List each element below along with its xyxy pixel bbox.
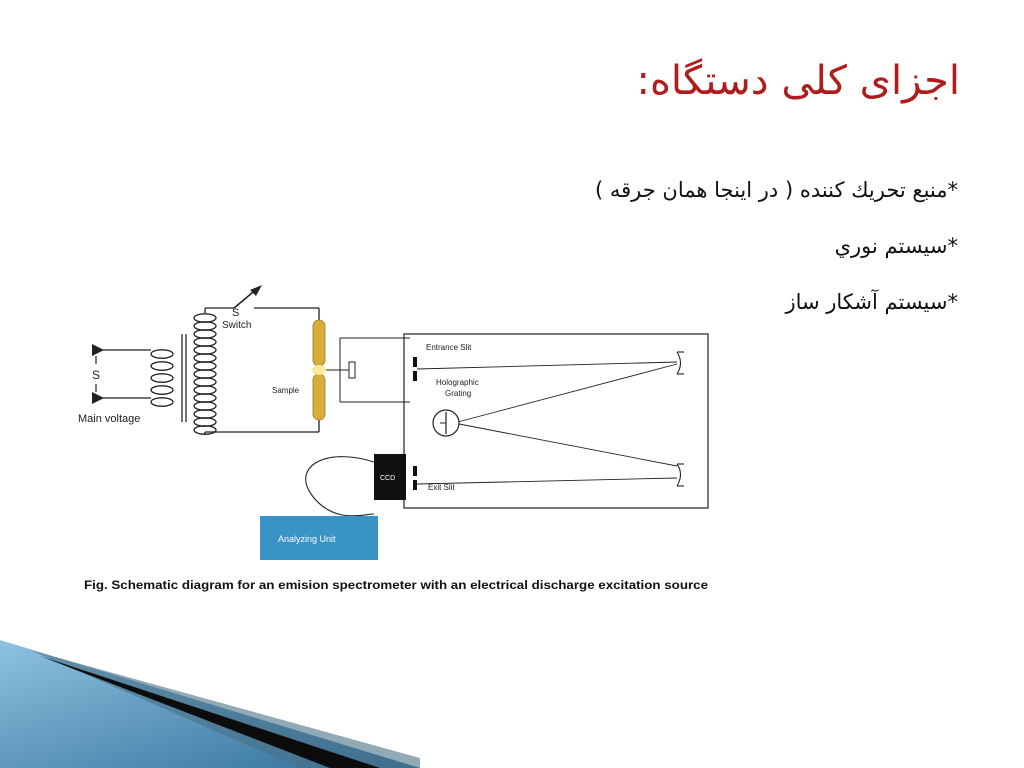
entrance-slit-label: Entrance Slit: [426, 343, 472, 352]
ccd-cable: [306, 457, 374, 516]
corner-decoration: [0, 640, 420, 768]
ccd-detector: [374, 454, 406, 500]
ccd-label: CCD: [380, 475, 396, 482]
sample-electrodes: [272, 320, 326, 420]
concave-mirrors: [677, 352, 684, 486]
main-voltage-label: Main voltage: [78, 413, 141, 425]
switch-label: Switch: [222, 320, 252, 331]
analyzing-unit-label: Analyzing Unit: [278, 534, 336, 544]
entrance-slit: [413, 343, 472, 381]
bullet-detector-system: *سيستم آشكار ساز: [785, 290, 958, 314]
transformer: [151, 314, 216, 434]
analyzing-unit: [260, 516, 378, 560]
figure-caption: Fig. Schematic diagram for an emision spectrometer with an electrical discharge excitation source: [84, 580, 708, 592]
grating-label-line1: Holographic: [436, 378, 479, 387]
grating-label-line2: Grating: [445, 389, 472, 398]
source-s-label: S: [92, 368, 101, 382]
exit-slit: [413, 466, 455, 492]
holographic-grating: [433, 378, 479, 436]
slide-title: اجزای کلی دستگاه:: [636, 58, 960, 104]
voltage-source: [78, 344, 140, 425]
exit-slit-label: Exit Slit: [428, 483, 455, 492]
sample-label: Sample: [272, 386, 300, 395]
bullet-optical-system: *سيستم نوري: [834, 234, 958, 258]
bullet-excitation-source: *منبع تحريك كننده ( در اينجا همان جرقه ): [595, 178, 958, 202]
switch-s-label: S: [232, 307, 240, 319]
lens: [326, 338, 410, 402]
spectrometer-schematic: [74, 278, 714, 608]
